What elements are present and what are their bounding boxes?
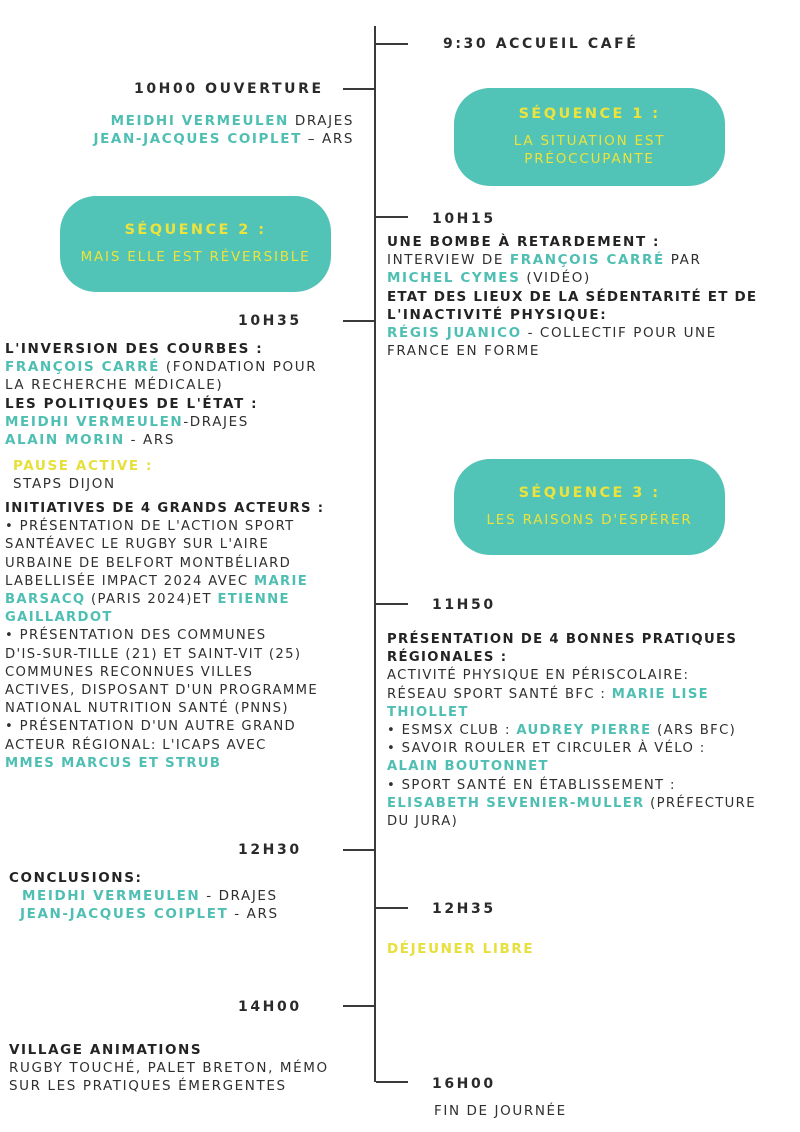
block-1015: UNE BOMBE À RETARDEMENT : INTERVIEW DE FRANÇOIS CARRÉ PAR MICHEL CYMES (VIDÉO) ETAT DES LIEUX DE LA SÉDENTARITÉ ET DE L'INACTIVITÉ PHYSIQUE: RÉGIS JUANICO - COLLECTIF POUR UNE FRANCE EN FORME [387, 234, 758, 360]
time-1150: 11H50 [432, 597, 496, 613]
tick-0930 [376, 43, 408, 45]
time-1015: 10H15 [432, 211, 496, 227]
time-1400: 14H00 [238, 999, 302, 1015]
timeline-axis [374, 26, 376, 1082]
pause-active: PAUSE ACTIVE : STAPS DIJON [13, 458, 154, 493]
time-1035: 10H35 [238, 313, 302, 329]
time-1230: 12H30 [238, 842, 302, 858]
block-1035: L'INVERSION DES COURBES : FRANÇOIS CARRÉ (FONDATION POUR LA RECHERCHE MÉDICALE) LES POLITIQUES DE L'ÉTAT : MEIDHI VERMEULEN-DRAJES ALAIN MORIN - ARS [5, 341, 318, 449]
block-1235: DÉJEUNER LIBRE [387, 941, 535, 957]
time-1600: 16H00 [432, 1076, 496, 1092]
block-1230: CONCLUSIONS: MEIDHI VERMEULEN - DRAJES JEAN-JACQUES COIPLET - ARS [9, 870, 279, 923]
tick-1600 [376, 1081, 408, 1083]
block-1150: PRÉSENTATION DE 4 BONNES PRATIQUES RÉGIONALES : ACTIVITÉ PHYSIQUE EN PÉRISCOLAIRE: RÉSEAU SPORT SANTÉ BFC : MARIE LISE THIOLLET • ESMSX CLUB : AUDREY PIERRE (ARS BFC) • SAVOIR ROULER ET CIRCULER À VÉLO : ALAIN BOUTONNET • SPORT SANTÉ EN ÉTABLISSEMENT : ELISABETH SEVENIER-MULLER (PRÉFECTURE DU JURA) [387, 632, 756, 830]
initiatives-block: INITIATIVES DE 4 GRANDS ACTEURS : • PRÉSENTATION DE L'ACTION SPORT SANTÉAVEC LE RUGBY SUR L'AIRE URBAINE DE BELFORT MONTBÉLIARD LABELLISÉE IMPACT 2024 AVEC MARIE BARSACQ (PARIS 2024)ET ETIENNE GAILLARDOT • PRÉSENTATION DES COMMUNES D'IS-SUR-TILLE (21) ET SAINT-VIT (25) COMMUNES RECONNUES VILLES ACTIVES, DISPOSANT D'UN PROGRAMME NATIONAL NUTRITION SANTÉ (PNNS) • PRÉSENTATION D'UN AUTRE GRAND ACTEUR RÉGIONAL: L'ICAPS AVEC MMES MARCUS ET STRUB [5, 501, 325, 771]
tick-1400 [343, 1005, 375, 1007]
tick-1015 [376, 216, 408, 218]
tick-1150 [376, 603, 408, 605]
tick-1230 [343, 849, 375, 851]
time-0930: 9:30 ACCUEIL CAFÉ [443, 36, 639, 52]
time-1235: 12H35 [432, 901, 496, 917]
sequence-3-pill: SÉQUENCE 3 : LES RAISONS D'ESPÉRER [454, 459, 725, 555]
opening-speakers: MEIDHI VERMEULEN DRAJES JEAN-JACQUES COIPLET – ARS [93, 113, 354, 148]
tick-1000 [343, 88, 375, 90]
sequence-2-pill: SÉQUENCE 2 : MAIS ELLE EST RÉVERSIBLE [60, 196, 331, 292]
sequence-1-pill: SÉQUENCE 1 : LA SITUATION EST PRÉOCCUPANTE [454, 88, 725, 186]
tick-1035 [343, 320, 375, 322]
tick-1235 [376, 907, 408, 909]
block-1600: FIN DE JOURNÉE [434, 1103, 567, 1119]
time-1000: 10H00 OUVERTURE [134, 81, 324, 97]
block-1400: VILLAGE ANIMATIONS RUGBY TOUCHÉ, PALET BRETON, MÉMO SUR LES PRATIQUES ÉMERGENTES [9, 1042, 329, 1095]
